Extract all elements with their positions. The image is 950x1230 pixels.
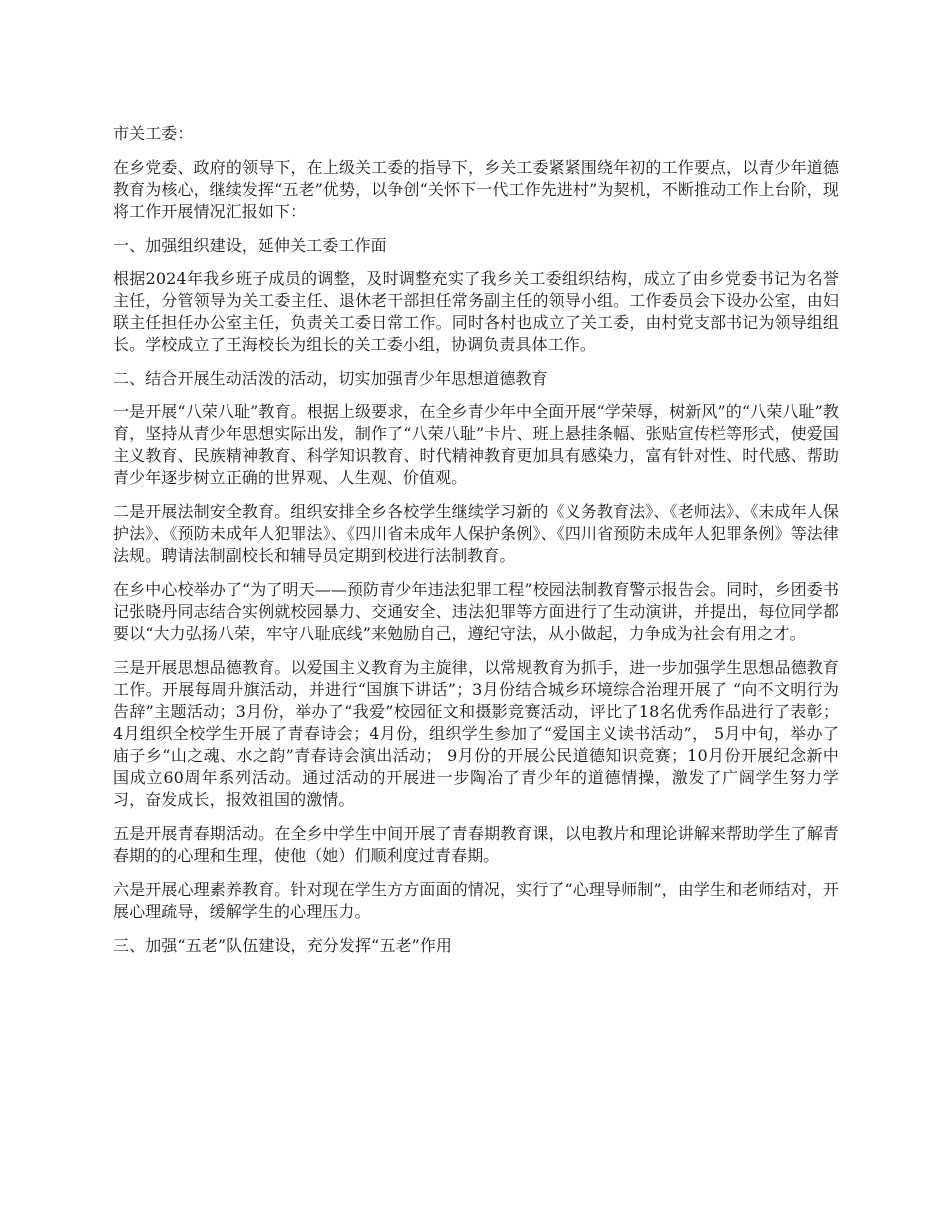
salutation: 市关工委： [113,124,194,143]
section-1-paragraph: 根据2024年我乡班子成员的调整，及时调整充实了我乡关工委组织结构，成立了由乡党委书记为名誉主任，分管领导为关工委主任、退休老干部担任常务副主任的领导小组。工作委员会下设办公室，由妇联主任担任办公室主任，负责关工委日常工作。同时各村也成立了关工委，由村党支部书记为领导组组长。学校成立了王海校长为组长的关工委小组，协调负责具体工作。 [113,269,839,354]
section-2-paragraph-legal-education: 二是开展法制安全教育。组织安排全乡各校学生继续学习新的《义务教育法》、《老师法》、《未成年人保护法》、《预防未成年人犯罪法》、《四川省未成年人保护条例》、《四川省预防未成年人犯罪条例》等法律法规。聘请法制副校长和辅导员定期到校进行法制教育。 [113,502,839,565]
section-1-title: 一、加强组织建设，延伸关工委工作面 [113,236,387,255]
section-2-title: 二、结合开展生动活泼的活动，切实加强青少年思想道德教育 [113,369,548,388]
section-2-paragraph-report-meeting: 在乡中心校举办了“为了明天——预防青少年违法犯罪工程”校园法制教育警示报告会。同时，乡团委书记张晓丹同志结合实例就校园暴力、交通安全、违法犯罪等方面进行了生动演讲，并提出，每位同学都要以“大力弘扬八荣，牢守八耻底线”来勉励自己，遵纪守法，从小做起，力争成为社会有用之才。 [113,580,839,643]
document-body [113,123,839,968]
intro-paragraph: 在乡党委、政府的领导下，在上级关工委的指导下，乡关工委紧紧围绕年初的工作要点，以青少年道德教育为核心，继续发挥“五老”优势，以争创“关怀下一代工作先进村”为契机，不断推动工作上台阶，现将工作开展情况汇报如下： [113,158,839,221]
section-3-title: 三、加强“五老”队伍建设，充分发挥“五老”作用 [113,936,453,955]
section-2-paragraph-adolescence: 五是开展青春期活动。在全乡中学生中间开展了青春期教育课，以电教片和理论讲解来帮助学生了解青春期的的心理和生理，使他（她）们顺利度过青春期。 [113,824,839,865]
section-2-paragraph-moral-education: 三是开展思想品德教育。以爱国主义教育为主旋律，以常规教育为抓手，进一步加强学生思想品德教育工作。开展每周升旗活动，并进行“国旗下讲话”；3月份结合城乡环境综合治理开展了 “向不文明行为告辞”主题活动；3月份，举办了“我爱”校园征文和摄影竞赛活动，评比了18名优秀作品进行了表彰；4月组织全校学生开展了青春诗会；4月份，组织学生参加了“爱国主义读书活动”， 5月中旬，举办了庙子乡“山之魂、水之韵”青春诗会演出活动； 9月份的开展公民道德知识竞赛；10月份开展纪念新中国成立60周年系列活动。通过活动的开展进一步陶冶了青少年的道德情操，激发了广阔学生努力学习，奋发成长，报效祖国的激情。 [113,658,839,809]
section-2-paragraph-honor-shame: 一是开展“八荣八耻”教育。根据上级要求，在全乡青少年中全面开展“学荣辱，树新风”的“八荣八耻”教育，坚持从青少年思想实际出发，制作了“八荣八耻”卡片、班上悬挂条幅、张贴宣传栏等形式，使爱国主义教育、民族精神教育、科学知识教育、时代精神教育更加具有感染力，富有针对性、时代感、帮助青少年逐步树立正确的世界观、人生观、价值观。 [113,402,839,487]
section-2-paragraph-psychology: 六是开展心理素养教育。针对现在学生方方面面的情况，实行了“心理导师制”，由学生和老师结对，开展心理疏导，缓解学生的心理压力。 [113,880,839,921]
